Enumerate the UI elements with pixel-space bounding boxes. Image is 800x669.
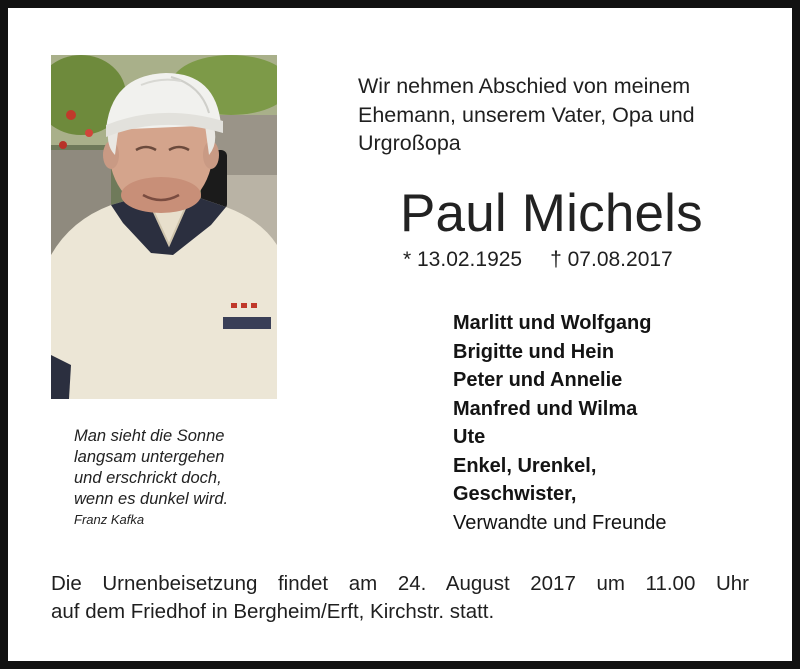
- mourner-line: Ute: [453, 426, 486, 448]
- intro-text: [358, 72, 695, 158]
- quote-line: langsam untergehen: [74, 448, 225, 466]
- quote-author: Franz Kafka: [74, 512, 145, 527]
- intro-line: Ehemann, unserem Vater, Opa und: [358, 102, 695, 127]
- deceased-name: Paul Michels: [400, 184, 703, 243]
- kafka-quote: [74, 426, 228, 529]
- mourner-line: Marlitt und Wolfgang: [453, 312, 652, 334]
- mourner-line: Enkel, Urenkel,: [453, 454, 597, 477]
- death-date: † 07.08.2017: [550, 248, 673, 271]
- life-dates: [403, 246, 673, 274]
- service-line: auf dem Friedhof in Bergheim/Erft, Kirchstr. statt.: [51, 600, 495, 623]
- mourner-line: Peter und Annelie: [453, 369, 623, 391]
- quote-line: und erschrickt doch,: [74, 469, 222, 487]
- quote-line: Man sieht die Sonne: [74, 427, 225, 445]
- quote-line: wenn es dunkel wird.: [74, 490, 229, 508]
- burial-service-info: [51, 570, 749, 626]
- service-line: Die Urnenbeisetzung findet am 24. August 2017 um 11.00 Uhr: [51, 572, 749, 595]
- mourner-line: Manfred und Wilma: [453, 397, 638, 420]
- intro-line: Urgroßopa: [358, 131, 461, 155]
- mourner-line-relatives: Verwandte und Freunde: [453, 511, 667, 534]
- mourner-line: Brigitte und Hein: [453, 340, 615, 363]
- intro-line: Wir nehmen Abschied von meinem: [358, 74, 691, 98]
- birth-date: * 13.02.1925: [403, 248, 523, 271]
- mourner-line: Geschwister,: [453, 483, 577, 505]
- mourners-list: [453, 309, 667, 537]
- portrait-photo: [51, 55, 277, 399]
